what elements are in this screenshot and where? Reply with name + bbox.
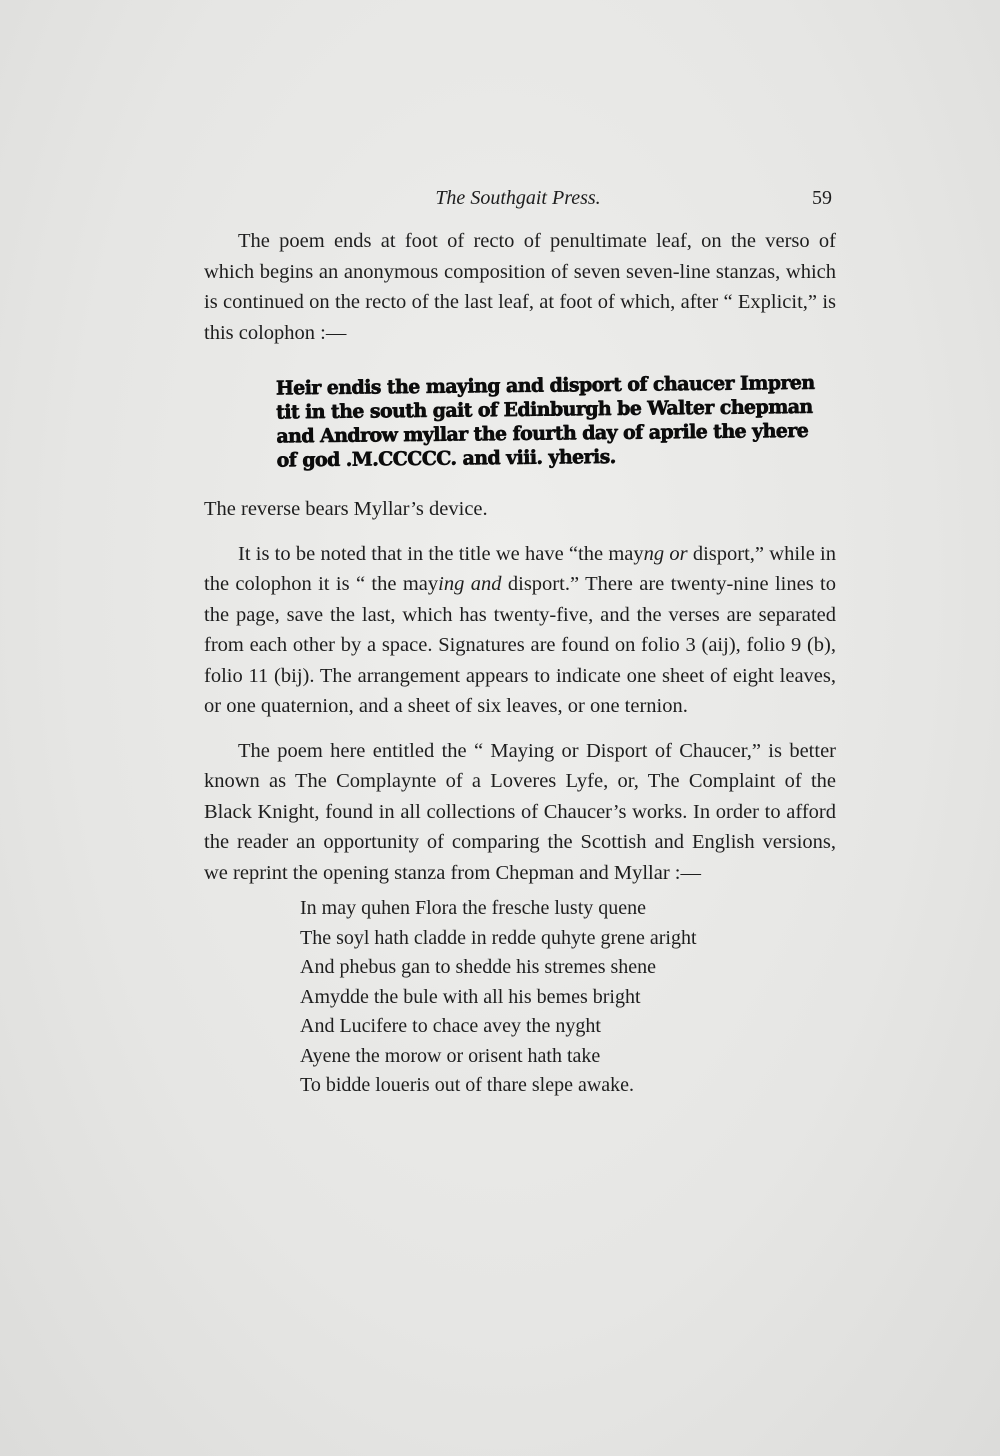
verse-line: Amydde the bule with all his bemes bright (300, 985, 641, 1008)
paragraph-3 (204, 539, 836, 722)
verse-line: The soyl hath cladde in redde quhyte grene aright (300, 926, 697, 949)
colophon-line: of god .M.CCCCC. and viii. yheris. (276, 445, 616, 472)
verse-line: To bidde loueris out of thare slepe awake. (300, 1074, 635, 1096)
paragraph-3-part: It is to be noted that in the title we have “the may (238, 542, 644, 565)
verse-line: Ayene the morow or orisent hath take (300, 1044, 601, 1067)
main-text (204, 226, 836, 1101)
paragraph-3-italic: ng or (643, 542, 688, 565)
verse-line: In may quhen Flora the fresche lusty quene (300, 897, 647, 919)
running-title: The Southgait Press. (435, 187, 601, 209)
paragraph-4: The poem here entitled the “ Maying or Disport of Chaucer,” is better known as The Complaynte of a Loveres Lyfe, or, The Complaint of the Black Knight, found in all collections of Chaucer’s works. In order to afford the reader an opportunity of comparing the Scottish and English versions, we reprint the opening stanza from Chepman and Myllar :— (204, 739, 836, 884)
colophon-line: Heir endis the maying and disport of chaucer Impren (275, 371, 815, 400)
blackletter-colophon (204, 371, 815, 473)
colophon-line: tit in the south gait of Edinburgh be Walter chepman (275, 395, 813, 424)
page-number: 59 (812, 187, 832, 209)
paragraph-2: The reverse bears Myllar’s device. (204, 498, 488, 520)
verse-line: And Lucifere to chace avey the nyght (300, 1015, 601, 1037)
paragraph-3-italic: ing and (438, 573, 502, 595)
verse-stanza (300, 894, 836, 1101)
paragraph-1: The poem ends at foot of recto of penultimate leaf, on the verso of which begins an anonymous composition of seven seven-line stanzas, which is continued on the recto of the last leaf, at foot of which, after “ Explicit,” is this colophon :— (204, 230, 836, 344)
colophon-line: and Androw myllar the fourth day of aprile the yhere (276, 419, 809, 448)
running-head (204, 187, 832, 217)
paragraph-3-part: disport.” There are twenty-nine lines to the page, save the last, which has twenty-five, and the verses are separated from each other by a space. Signatures are found on folio 3 (aij), folio 9 (b), folio 11 (bij). The arrangement appears to indicate one sheet of eight leaves, or one quaternion, and a sheet of six leaves, or one ternion. (204, 573, 837, 717)
verse-line: And phebus gan to shedde his stremes shene (300, 956, 657, 978)
paragraph-3-part: disport,” while in the colophon it is “ the may (204, 542, 837, 595)
